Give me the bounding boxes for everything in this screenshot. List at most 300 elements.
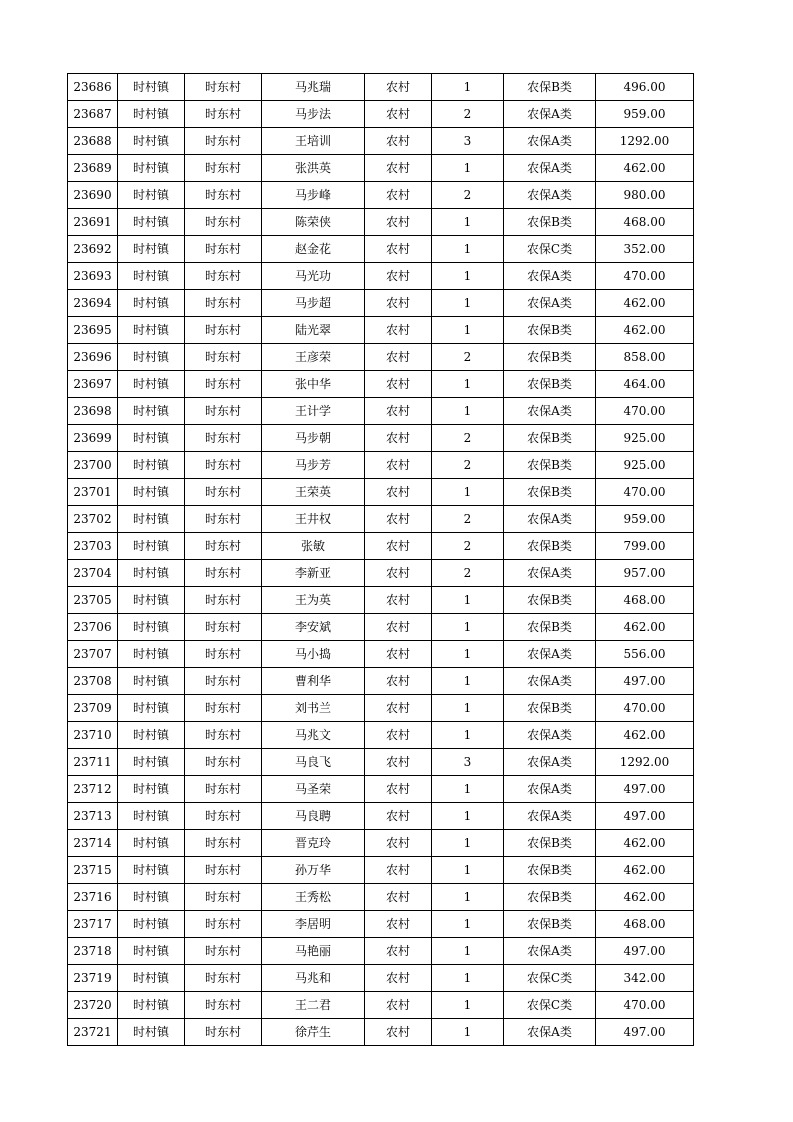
- table-row: [68, 236, 694, 263]
- type-cell: 农保A类: [504, 722, 596, 749]
- table-body: [68, 74, 694, 1046]
- amount-cell: 470.00: [596, 479, 694, 506]
- table-row: [68, 398, 694, 425]
- type-cell: 农保B类: [504, 830, 596, 857]
- type-cell: 农保B类: [504, 695, 596, 722]
- town-cell: 时村镇: [118, 74, 185, 101]
- amount-cell: 497.00: [596, 803, 694, 830]
- table-row: [68, 803, 694, 830]
- count-cell: 1: [432, 641, 504, 668]
- name-cell: 陈荣侠: [262, 209, 365, 236]
- town-cell: 时村镇: [118, 506, 185, 533]
- amount-cell: 470.00: [596, 398, 694, 425]
- count-cell: 1: [432, 263, 504, 290]
- table-row: [68, 263, 694, 290]
- area-cell: 农村: [365, 587, 432, 614]
- amount-cell: 470.00: [596, 695, 694, 722]
- count-cell: 2: [432, 425, 504, 452]
- count-cell: 1: [432, 614, 504, 641]
- count-cell: 1: [432, 938, 504, 965]
- amount-cell: 980.00: [596, 182, 694, 209]
- table-row: [68, 128, 694, 155]
- area-cell: 农村: [365, 506, 432, 533]
- name-cell: 曹利华: [262, 668, 365, 695]
- row-id-cell: 23712: [68, 776, 118, 803]
- table-row: [68, 641, 694, 668]
- village-cell: 时东村: [185, 803, 262, 830]
- town-cell: 时村镇: [118, 128, 185, 155]
- row-id-cell: 23710: [68, 722, 118, 749]
- count-cell: 1: [432, 695, 504, 722]
- row-id-cell: 23697: [68, 371, 118, 398]
- name-cell: 马兆和: [262, 965, 365, 992]
- town-cell: 时村镇: [118, 236, 185, 263]
- amount-cell: 556.00: [596, 641, 694, 668]
- village-cell: 时东村: [185, 506, 262, 533]
- row-id-cell: 23701: [68, 479, 118, 506]
- village-cell: 时东村: [185, 587, 262, 614]
- village-cell: 时东村: [185, 236, 262, 263]
- name-cell: 李居明: [262, 911, 365, 938]
- name-cell: 王秀松: [262, 884, 365, 911]
- table-row: [68, 101, 694, 128]
- name-cell: 马兆文: [262, 722, 365, 749]
- row-id-cell: 23704: [68, 560, 118, 587]
- amount-cell: 1292.00: [596, 128, 694, 155]
- name-cell: 王计学: [262, 398, 365, 425]
- village-cell: 时东村: [185, 155, 262, 182]
- row-id-cell: 23702: [68, 506, 118, 533]
- village-cell: 时东村: [185, 830, 262, 857]
- count-cell: 1: [432, 911, 504, 938]
- village-cell: 时东村: [185, 101, 262, 128]
- type-cell: 农保A类: [504, 101, 596, 128]
- village-cell: 时东村: [185, 182, 262, 209]
- table-row: [68, 506, 694, 533]
- type-cell: 农保A类: [504, 938, 596, 965]
- area-cell: 农村: [365, 884, 432, 911]
- area-cell: 农村: [365, 938, 432, 965]
- village-cell: 时东村: [185, 560, 262, 587]
- amount-cell: 468.00: [596, 587, 694, 614]
- town-cell: 时村镇: [118, 965, 185, 992]
- area-cell: 农村: [365, 641, 432, 668]
- table-row: [68, 290, 694, 317]
- type-cell: 农保B类: [504, 425, 596, 452]
- table-row: [68, 533, 694, 560]
- village-cell: 时东村: [185, 317, 262, 344]
- village-cell: 时东村: [185, 668, 262, 695]
- amount-cell: 497.00: [596, 776, 694, 803]
- count-cell: 2: [432, 533, 504, 560]
- name-cell: 李安斌: [262, 614, 365, 641]
- row-id-cell: 23721: [68, 1019, 118, 1046]
- row-id-cell: 23708: [68, 668, 118, 695]
- name-cell: 马步朝: [262, 425, 365, 452]
- count-cell: 1: [432, 830, 504, 857]
- town-cell: 时村镇: [118, 641, 185, 668]
- village-cell: 时东村: [185, 209, 262, 236]
- amount-cell: 858.00: [596, 344, 694, 371]
- count-cell: 1: [432, 236, 504, 263]
- area-cell: 农村: [365, 452, 432, 479]
- row-id-cell: 23703: [68, 533, 118, 560]
- town-cell: 时村镇: [118, 803, 185, 830]
- table-row: [68, 182, 694, 209]
- count-cell: 2: [432, 101, 504, 128]
- town-cell: 时村镇: [118, 992, 185, 1019]
- area-cell: 农村: [365, 776, 432, 803]
- count-cell: 2: [432, 452, 504, 479]
- table-row: [68, 695, 694, 722]
- village-cell: 时东村: [185, 722, 262, 749]
- row-id-cell: 23720: [68, 992, 118, 1019]
- area-cell: 农村: [365, 965, 432, 992]
- count-cell: 1: [432, 155, 504, 182]
- name-cell: 徐芹生: [262, 1019, 365, 1046]
- area-cell: 农村: [365, 263, 432, 290]
- town-cell: 时村镇: [118, 695, 185, 722]
- type-cell: 农保A类: [504, 749, 596, 776]
- town-cell: 时村镇: [118, 938, 185, 965]
- name-cell: 马良飞: [262, 749, 365, 776]
- area-cell: 农村: [365, 182, 432, 209]
- amount-cell: 470.00: [596, 992, 694, 1019]
- table-row: [68, 317, 694, 344]
- table-row: [68, 74, 694, 101]
- name-cell: 马步法: [262, 101, 365, 128]
- town-cell: 时村镇: [118, 263, 185, 290]
- count-cell: 3: [432, 749, 504, 776]
- count-cell: 1: [432, 317, 504, 344]
- type-cell: 农保B类: [504, 587, 596, 614]
- row-id-cell: 23718: [68, 938, 118, 965]
- type-cell: 农保C类: [504, 992, 596, 1019]
- area-cell: 农村: [365, 209, 432, 236]
- area-cell: 农村: [365, 371, 432, 398]
- type-cell: 农保B类: [504, 371, 596, 398]
- table-row: [68, 965, 694, 992]
- count-cell: 1: [432, 857, 504, 884]
- name-cell: 马良聘: [262, 803, 365, 830]
- row-id-cell: 23700: [68, 452, 118, 479]
- row-id-cell: 23696: [68, 344, 118, 371]
- type-cell: 农保C类: [504, 965, 596, 992]
- table-row: [68, 560, 694, 587]
- type-cell: 农保B类: [504, 884, 596, 911]
- name-cell: 张中华: [262, 371, 365, 398]
- type-cell: 农保B类: [504, 317, 596, 344]
- area-cell: 农村: [365, 803, 432, 830]
- town-cell: 时村镇: [118, 884, 185, 911]
- type-cell: 农保A类: [504, 182, 596, 209]
- amount-cell: 959.00: [596, 506, 694, 533]
- area-cell: 农村: [365, 560, 432, 587]
- name-cell: 马步芳: [262, 452, 365, 479]
- row-id-cell: 23716: [68, 884, 118, 911]
- type-cell: 农保A类: [504, 128, 596, 155]
- name-cell: 刘书兰: [262, 695, 365, 722]
- name-cell: 马兆瑞: [262, 74, 365, 101]
- row-id-cell: 23692: [68, 236, 118, 263]
- data-table: [67, 73, 694, 1046]
- town-cell: 时村镇: [118, 209, 185, 236]
- amount-cell: 468.00: [596, 209, 694, 236]
- amount-cell: 497.00: [596, 1019, 694, 1046]
- type-cell: 农保A类: [504, 776, 596, 803]
- name-cell: 王井权: [262, 506, 365, 533]
- amount-cell: 468.00: [596, 911, 694, 938]
- amount-cell: 462.00: [596, 857, 694, 884]
- count-cell: 1: [432, 290, 504, 317]
- amount-cell: 957.00: [596, 560, 694, 587]
- table-row: [68, 371, 694, 398]
- type-cell: 农保B类: [504, 479, 596, 506]
- table-row: [68, 479, 694, 506]
- table-row: [68, 452, 694, 479]
- row-id-cell: 23689: [68, 155, 118, 182]
- town-cell: 时村镇: [118, 533, 185, 560]
- area-cell: 农村: [365, 614, 432, 641]
- row-id-cell: 23695: [68, 317, 118, 344]
- village-cell: 时东村: [185, 290, 262, 317]
- row-id-cell: 23709: [68, 695, 118, 722]
- count-cell: 3: [432, 128, 504, 155]
- town-cell: 时村镇: [118, 911, 185, 938]
- count-cell: 1: [432, 803, 504, 830]
- town-cell: 时村镇: [118, 155, 185, 182]
- row-id-cell: 23719: [68, 965, 118, 992]
- count-cell: 1: [432, 479, 504, 506]
- amount-cell: 462.00: [596, 830, 694, 857]
- amount-cell: 462.00: [596, 317, 694, 344]
- type-cell: 农保A类: [504, 668, 596, 695]
- area-cell: 农村: [365, 101, 432, 128]
- area-cell: 农村: [365, 722, 432, 749]
- name-cell: 陆光翠: [262, 317, 365, 344]
- village-cell: 时东村: [185, 857, 262, 884]
- village-cell: 时东村: [185, 965, 262, 992]
- name-cell: 王彦荣: [262, 344, 365, 371]
- amount-cell: 462.00: [596, 884, 694, 911]
- row-id-cell: 23713: [68, 803, 118, 830]
- area-cell: 农村: [365, 479, 432, 506]
- amount-cell: 462.00: [596, 290, 694, 317]
- type-cell: 农保A类: [504, 560, 596, 587]
- area-cell: 农村: [365, 155, 432, 182]
- town-cell: 时村镇: [118, 290, 185, 317]
- count-cell: 1: [432, 398, 504, 425]
- town-cell: 时村镇: [118, 830, 185, 857]
- area-cell: 农村: [365, 236, 432, 263]
- town-cell: 时村镇: [118, 857, 185, 884]
- type-cell: 农保B类: [504, 911, 596, 938]
- type-cell: 农保A类: [504, 641, 596, 668]
- count-cell: 1: [432, 992, 504, 1019]
- town-cell: 时村镇: [118, 668, 185, 695]
- type-cell: 农保A类: [504, 803, 596, 830]
- village-cell: 时东村: [185, 884, 262, 911]
- name-cell: 马步峰: [262, 182, 365, 209]
- town-cell: 时村镇: [118, 398, 185, 425]
- name-cell: 晋克玲: [262, 830, 365, 857]
- area-cell: 农村: [365, 911, 432, 938]
- town-cell: 时村镇: [118, 182, 185, 209]
- town-cell: 时村镇: [118, 317, 185, 344]
- town-cell: 时村镇: [118, 425, 185, 452]
- type-cell: 农保B类: [504, 533, 596, 560]
- row-id-cell: 23699: [68, 425, 118, 452]
- count-cell: 1: [432, 587, 504, 614]
- table-row: [68, 911, 694, 938]
- town-cell: 时村镇: [118, 614, 185, 641]
- name-cell: 马步超: [262, 290, 365, 317]
- name-cell: 王荣英: [262, 479, 365, 506]
- village-cell: 时东村: [185, 1019, 262, 1046]
- town-cell: 时村镇: [118, 749, 185, 776]
- town-cell: 时村镇: [118, 560, 185, 587]
- type-cell: 农保C类: [504, 236, 596, 263]
- name-cell: 马光功: [262, 263, 365, 290]
- village-cell: 时东村: [185, 425, 262, 452]
- count-cell: 1: [432, 371, 504, 398]
- name-cell: 张敏: [262, 533, 365, 560]
- area-cell: 农村: [365, 344, 432, 371]
- row-id-cell: 23705: [68, 587, 118, 614]
- count-cell: 2: [432, 560, 504, 587]
- village-cell: 时东村: [185, 776, 262, 803]
- amount-cell: 925.00: [596, 452, 694, 479]
- count-cell: 2: [432, 506, 504, 533]
- name-cell: 马艳丽: [262, 938, 365, 965]
- table-row: [68, 884, 694, 911]
- count-cell: 1: [432, 74, 504, 101]
- village-cell: 时东村: [185, 452, 262, 479]
- row-id-cell: 23707: [68, 641, 118, 668]
- name-cell: 孙万华: [262, 857, 365, 884]
- town-cell: 时村镇: [118, 722, 185, 749]
- table-row: [68, 857, 694, 884]
- type-cell: 农保A类: [504, 1019, 596, 1046]
- area-cell: 农村: [365, 317, 432, 344]
- amount-cell: 1292.00: [596, 749, 694, 776]
- area-cell: 农村: [365, 425, 432, 452]
- row-id-cell: 23715: [68, 857, 118, 884]
- name-cell: 马圣荣: [262, 776, 365, 803]
- type-cell: 农保B类: [504, 614, 596, 641]
- area-cell: 农村: [365, 695, 432, 722]
- name-cell: 李新亚: [262, 560, 365, 587]
- village-cell: 时东村: [185, 614, 262, 641]
- amount-cell: 462.00: [596, 722, 694, 749]
- count-cell: 2: [432, 182, 504, 209]
- town-cell: 时村镇: [118, 101, 185, 128]
- village-cell: 时东村: [185, 344, 262, 371]
- area-cell: 农村: [365, 830, 432, 857]
- area-cell: 农村: [365, 290, 432, 317]
- village-cell: 时东村: [185, 749, 262, 776]
- row-id-cell: 23688: [68, 128, 118, 155]
- table-row: [68, 155, 694, 182]
- row-id-cell: 23698: [68, 398, 118, 425]
- amount-cell: 497.00: [596, 938, 694, 965]
- count-cell: 1: [432, 668, 504, 695]
- name-cell: 王为英: [262, 587, 365, 614]
- row-id-cell: 23694: [68, 290, 118, 317]
- table-row: [68, 209, 694, 236]
- type-cell: 农保B类: [504, 452, 596, 479]
- village-cell: 时东村: [185, 128, 262, 155]
- table-row: [68, 749, 694, 776]
- village-cell: 时东村: [185, 992, 262, 1019]
- count-cell: 1: [432, 776, 504, 803]
- amount-cell: 799.00: [596, 533, 694, 560]
- town-cell: 时村镇: [118, 587, 185, 614]
- count-cell: 1: [432, 209, 504, 236]
- village-cell: 时东村: [185, 533, 262, 560]
- row-id-cell: 23691: [68, 209, 118, 236]
- area-cell: 农村: [365, 668, 432, 695]
- amount-cell: 925.00: [596, 425, 694, 452]
- row-id-cell: 23706: [68, 614, 118, 641]
- table-row: [68, 614, 694, 641]
- amount-cell: 464.00: [596, 371, 694, 398]
- table-row: [68, 1019, 694, 1046]
- table-row: [68, 992, 694, 1019]
- amount-cell: 462.00: [596, 614, 694, 641]
- type-cell: 农保A类: [504, 506, 596, 533]
- type-cell: 农保B类: [504, 74, 596, 101]
- row-id-cell: 23690: [68, 182, 118, 209]
- name-cell: 王培训: [262, 128, 365, 155]
- amount-cell: 462.00: [596, 155, 694, 182]
- village-cell: 时东村: [185, 911, 262, 938]
- count-cell: 1: [432, 722, 504, 749]
- amount-cell: 959.00: [596, 101, 694, 128]
- table-row: [68, 722, 694, 749]
- amount-cell: 496.00: [596, 74, 694, 101]
- table-row: [68, 344, 694, 371]
- count-cell: 2: [432, 344, 504, 371]
- table-row: [68, 587, 694, 614]
- row-id-cell: 23717: [68, 911, 118, 938]
- name-cell: 张洪英: [262, 155, 365, 182]
- table-row: [68, 776, 694, 803]
- name-cell: 赵金花: [262, 236, 365, 263]
- area-cell: 农村: [365, 533, 432, 560]
- town-cell: 时村镇: [118, 452, 185, 479]
- row-id-cell: 23714: [68, 830, 118, 857]
- town-cell: 时村镇: [118, 776, 185, 803]
- type-cell: 农保B类: [504, 209, 596, 236]
- area-cell: 农村: [365, 749, 432, 776]
- area-cell: 农村: [365, 128, 432, 155]
- village-cell: 时东村: [185, 398, 262, 425]
- table-row: [68, 938, 694, 965]
- table-row: [68, 830, 694, 857]
- village-cell: 时东村: [185, 371, 262, 398]
- town-cell: 时村镇: [118, 344, 185, 371]
- village-cell: 时东村: [185, 74, 262, 101]
- town-cell: 时村镇: [118, 479, 185, 506]
- amount-cell: 497.00: [596, 668, 694, 695]
- village-cell: 时东村: [185, 479, 262, 506]
- name-cell: 马小捣: [262, 641, 365, 668]
- count-cell: 1: [432, 884, 504, 911]
- area-cell: 农村: [365, 992, 432, 1019]
- town-cell: 时村镇: [118, 371, 185, 398]
- row-id-cell: 23686: [68, 74, 118, 101]
